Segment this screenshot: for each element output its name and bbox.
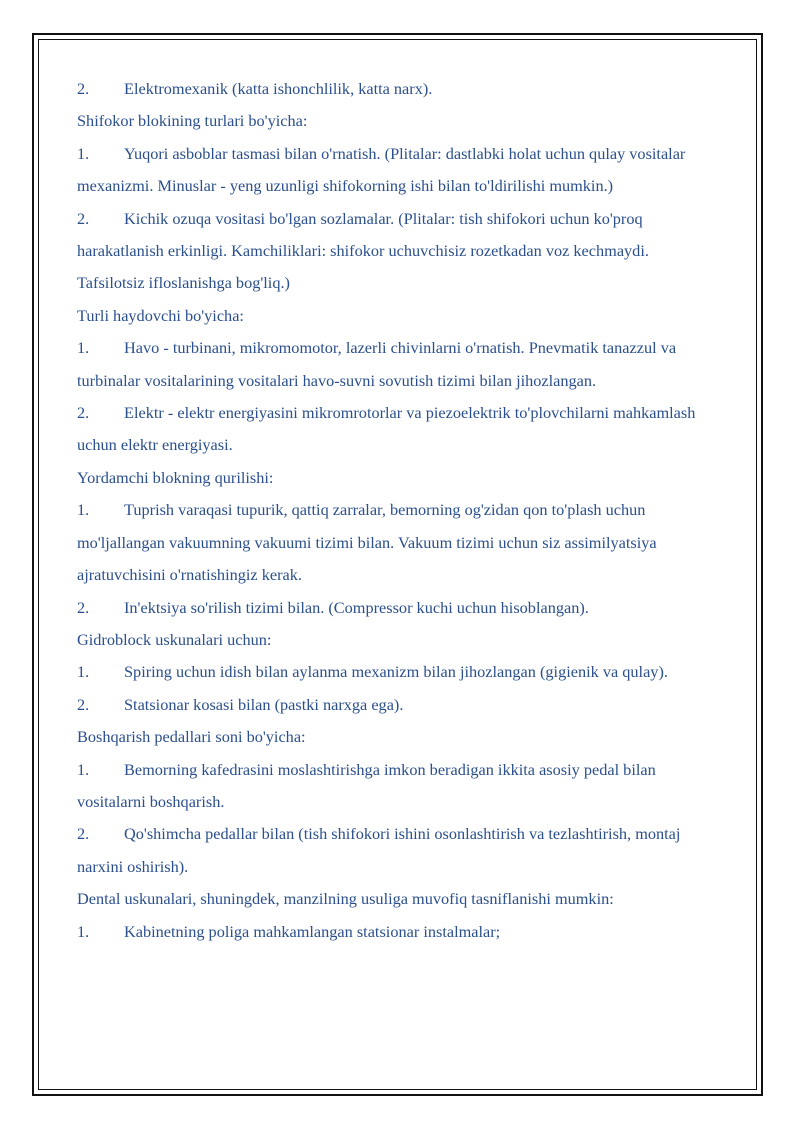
list-item: [77, 818, 717, 883]
list-item: [77, 494, 717, 591]
item-text: Kabinetning poliga mahkamlangan statsionar instalmalar;: [124, 921, 501, 941]
item-number: 1.: [77, 500, 90, 520]
list-item: [77, 73, 717, 105]
heading-text: Shifokor blokining turlari bo'yicha:: [77, 111, 308, 131]
list-item: [77, 754, 717, 819]
item-number: 1.: [77, 759, 90, 779]
section-heading: [77, 462, 717, 494]
list-item: [77, 656, 717, 688]
section-heading: [77, 105, 717, 137]
item-number: 1.: [77, 662, 90, 682]
heading-text: Turli haydovchi bo'yicha:: [77, 305, 244, 325]
heading-text: Gidroblock uskunalari uchun:: [77, 629, 272, 649]
section-heading: [77, 883, 717, 915]
item-text: Bemorning kafedrasini moslashtirishga imkon beradigan ikkita asosiy pedal bilan vositalarni boshqarish.: [77, 759, 656, 811]
item-text: Yuqori asboblar tasmasi bilan o'rnatish. (Plitalar: dastlabki holat uchun qulay vositalar mexanizmi. Minuslar - yeng uzunligi shifokorning ishi bilan to'ldirilishi mumkin.): [77, 143, 686, 196]
item-number: 2.: [77, 403, 90, 423]
section-heading: [77, 624, 717, 656]
item-text: In'ektsiya so'rilish tizimi bilan. (Compressor kuchi uchun hisoblangan).: [124, 597, 589, 617]
item-text: Spiring uchun idish bilan aylanma mexanizm bilan jihozlangan (gigienik va qulay).: [124, 662, 668, 682]
list-item: [77, 916, 717, 948]
section-heading: [77, 300, 717, 332]
list-item: [77, 203, 717, 300]
item-text: Elektr - elektr energiyasini mikromrotorlar va piezoelektrik to'plovchilarni mahkamlash uchun elektr energiyasi.: [77, 403, 696, 455]
item-text: Havo - turbinani, mikromomotor, lazerli chivinlarni o'rnatish. Pnevmatik tanazzul va turbinalar vositalarining vositalari havo-suvni sovutish tizimi bilan jihozlangan.: [77, 338, 677, 390]
list-item: [77, 689, 717, 721]
item-text: Elektromexanik (katta ishonchlilik, katta narx).: [124, 79, 433, 98]
heading-text: Boshqarish pedallari soni bo'yicha:: [77, 727, 306, 747]
item-text: Qo'shimcha pedallar bilan (tish shifokori ishini osonlashtirish va tezlashtirish, montaj narxini oshirish).: [77, 824, 681, 876]
list-item: [77, 397, 717, 462]
list-item: [77, 332, 717, 397]
item-number: 1.: [77, 338, 90, 358]
heading-text: Dental uskunalari, shuningdek, manzilning usuliga muvofiq tasniflanishi mumkin:: [77, 889, 614, 909]
list-item: [77, 592, 717, 624]
item-number: 1.: [77, 143, 90, 163]
item-number: 2.: [77, 824, 90, 844]
item-text: Statsionar kosasi bilan (pastki narxga ega).: [124, 694, 404, 714]
list-item: [77, 138, 717, 203]
item-number: 1.: [77, 921, 90, 941]
section-heading: [77, 721, 717, 753]
heading-text: Yordamchi blokning qurilishi:: [77, 467, 274, 487]
item-number: 2.: [77, 597, 90, 617]
item-number: 2.: [77, 694, 90, 714]
item-number: 2.: [77, 79, 90, 98]
item-text: Kichik ozuqa vositasi bo'lgan sozlamalar. (Plitalar: tish shifokori uchun ko'proq harakatlanish erkinligi. Kamchiliklari: shifokor uchuvchisiz rozetkadan voz kechmaydi. Tafsilotsiz ifloslanishga bog'liq.): [77, 208, 649, 293]
document-body: [77, 73, 717, 948]
item-text: Tuprish varaqasi tupurik, qattiq zarralar, bemorning og'zidan qon to'plash uchun mo'ljallangan vakuumning vakuumi tizimi bilan. Vakuum tizimi uchun siz assimilyatsiya ajratuvchisini o'rnatishingiz kerak.: [77, 500, 657, 585]
item-number: 2.: [77, 208, 90, 228]
